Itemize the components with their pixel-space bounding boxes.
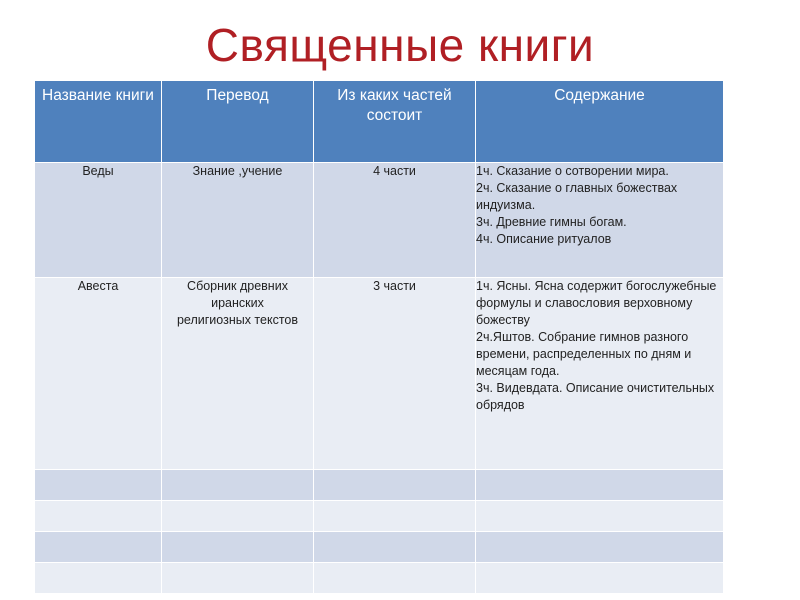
content-line: 1ч. Ясны. Ясна содержит богослужебные формулы и славословия верховному божеству — [476, 279, 717, 327]
sacred-books-table — [34, 80, 724, 594]
content-line: 3ч. Видевдата. Описание очистительных обрядов — [476, 381, 715, 412]
empty-cell — [476, 532, 724, 563]
table-row-empty — [35, 532, 724, 563]
empty-cell — [35, 470, 162, 501]
header-parts: Из каких частей состоит — [314, 81, 476, 163]
content-line: 4ч. Описание ритуалов — [476, 232, 612, 246]
empty-cell — [476, 501, 724, 532]
cell-translation: Знание ,учение — [162, 163, 314, 278]
empty-cell — [35, 532, 162, 563]
empty-cell — [314, 501, 476, 532]
content-line: 1ч. Сказание о сотворении мира. — [476, 164, 669, 178]
header-content: Содержание — [476, 81, 724, 163]
table-row-vedas — [35, 163, 724, 278]
cell-parts: 4 части — [314, 163, 476, 278]
table-row-avesta — [35, 278, 724, 470]
table-row-empty — [35, 501, 724, 532]
empty-cell — [35, 563, 162, 594]
cell-book-name: Авеста — [35, 278, 162, 470]
slide-title: Священные книги — [205, 19, 595, 71]
table-row-empty — [35, 470, 724, 501]
empty-cell — [476, 470, 724, 501]
content-line: 2ч. Сказание о главных божествах индуизма. — [476, 181, 678, 212]
cell-translation: Сборник древних иранских религиозных текстов — [162, 278, 314, 470]
empty-cell — [476, 563, 724, 594]
table-row-empty — [35, 563, 724, 594]
empty-cell — [35, 501, 162, 532]
empty-cell — [162, 501, 314, 532]
content-line: 2ч.Яштов. Собрание гимнов разного времени, распределенных по дням и месяцам года. — [476, 330, 692, 378]
content-line: 3ч. Древние гимны богам. — [476, 215, 627, 229]
empty-cell — [162, 532, 314, 563]
cell-parts: 3 части — [314, 278, 476, 470]
cell-content — [476, 278, 724, 470]
empty-cell — [314, 470, 476, 501]
empty-cell — [314, 563, 476, 594]
cell-book-name: Веды — [35, 163, 162, 278]
header-translation: Перевод — [162, 81, 314, 163]
empty-cell — [162, 563, 314, 594]
cell-content — [476, 163, 724, 278]
header-row — [35, 81, 724, 163]
empty-cell — [314, 532, 476, 563]
header-book-name: Название книги — [35, 81, 162, 163]
empty-cell — [162, 470, 314, 501]
